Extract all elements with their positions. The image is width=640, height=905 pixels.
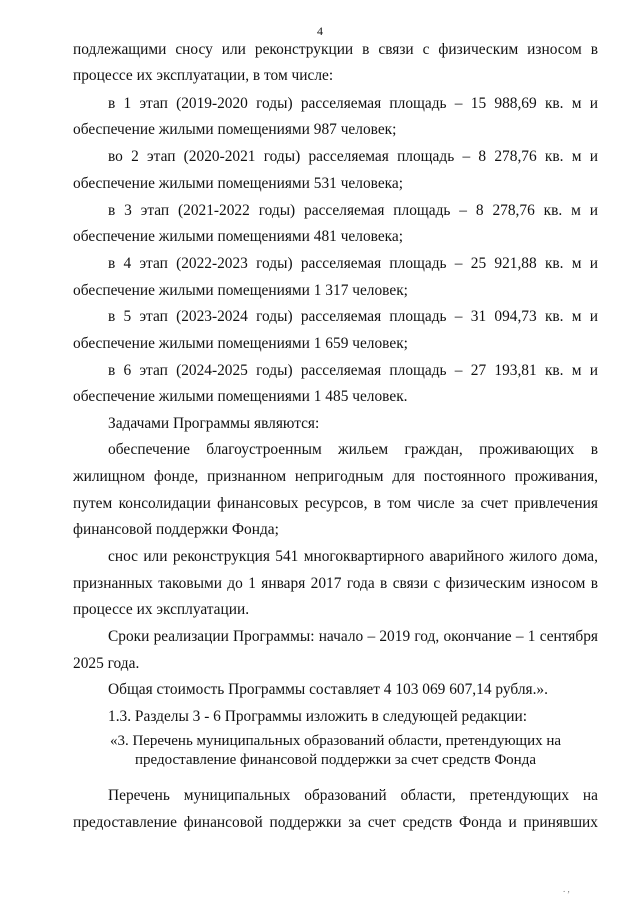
stage-6-line: в 6 этап (2024-2025 годы) расселяемая площадь – 27 193,81 кв. м и xyxy=(108,362,598,379)
text-line: признанных таковыми до 1 января 2017 года в связи с физическим износом в xyxy=(73,575,598,592)
text-line: предоставление финансовой поддержки за счет средств Фонда и принявших xyxy=(73,814,598,831)
stage-2-line: во 2 этап (2020-2021 годы) расселяемая площадь – 8 278,76 кв. м и xyxy=(108,148,598,165)
text-line: обеспечение жилыми помещениями 987 человек; xyxy=(73,121,397,138)
corner-mark: . , xyxy=(563,884,570,894)
section-heading: «3. Перечень муниципальных образований области, претендующих на xyxy=(109,733,562,749)
text-line: Задачами Программы являются: xyxy=(108,415,320,432)
text-line: процессе их эксплуатации. xyxy=(73,601,250,618)
stage-4-line: в 4 этап (2022-2023 годы) расселяемая площадь – 25 921,88 кв. м и xyxy=(108,255,598,272)
text-line: обеспечение жилыми помещениями 1 485 человек. xyxy=(73,388,408,405)
section-heading: предоставление финансовой поддержки за счет средств Фонда xyxy=(134,752,536,768)
text-line: 2025 года. xyxy=(73,655,140,672)
text-line: снос или реконструкция 541 многоквартирного аварийного жилого дома, xyxy=(108,548,598,565)
text-line: Сроки реализации Программы: начало – 2019 год, окончание – 1 сентября xyxy=(108,628,598,645)
page-number: 4 xyxy=(317,24,323,38)
stage-1-line: в 1 этап (2019-2020 годы) расселяемая площадь – 15 988,69 кв. м и xyxy=(108,95,598,112)
text-line: путем консолидации финансовых ресурсов, в том числе за счет привлечения xyxy=(73,495,598,512)
text-line: обеспечение жилыми помещениями 1 659 человек; xyxy=(73,335,408,352)
text-line: обеспечение жилыми помещениями 1 317 человек; xyxy=(73,282,408,299)
text-line: Перечень муниципальных образований области, претендующих на xyxy=(108,787,598,804)
text-line: подлежащими сносу или реконструкции в связи с физическим износом в xyxy=(73,41,598,58)
text-line: процессе их эксплуатации, в том числе: xyxy=(73,67,334,84)
text-line: Общая стоимость Программы составляет 4 103 069 607,14 рубля.». xyxy=(108,681,548,698)
text-line: обеспечение жилыми помещениями 481 человека; xyxy=(73,228,403,245)
stage-3-line: в 3 этап (2021-2022 годы) расселяемая площадь – 8 278,76 кв. м и xyxy=(108,202,598,219)
text-line: обеспечение благоустроенным жильем граждан, проживающих в xyxy=(108,441,598,458)
text-line: финансовой поддержки Фонда; xyxy=(73,521,279,538)
text-line: 1.3. Разделы 3 - 6 Программы изложить в следующей редакции: xyxy=(108,708,527,725)
text-line: жилищном фонде, признанном непригодным для постоянного проживания, xyxy=(73,468,598,485)
stage-5-line: в 5 этап (2023-2024 годы) расселяемая площадь – 31 094,73 кв. м и xyxy=(108,308,598,325)
text-line: обеспечение жилыми помещениями 531 человека; xyxy=(73,175,403,192)
